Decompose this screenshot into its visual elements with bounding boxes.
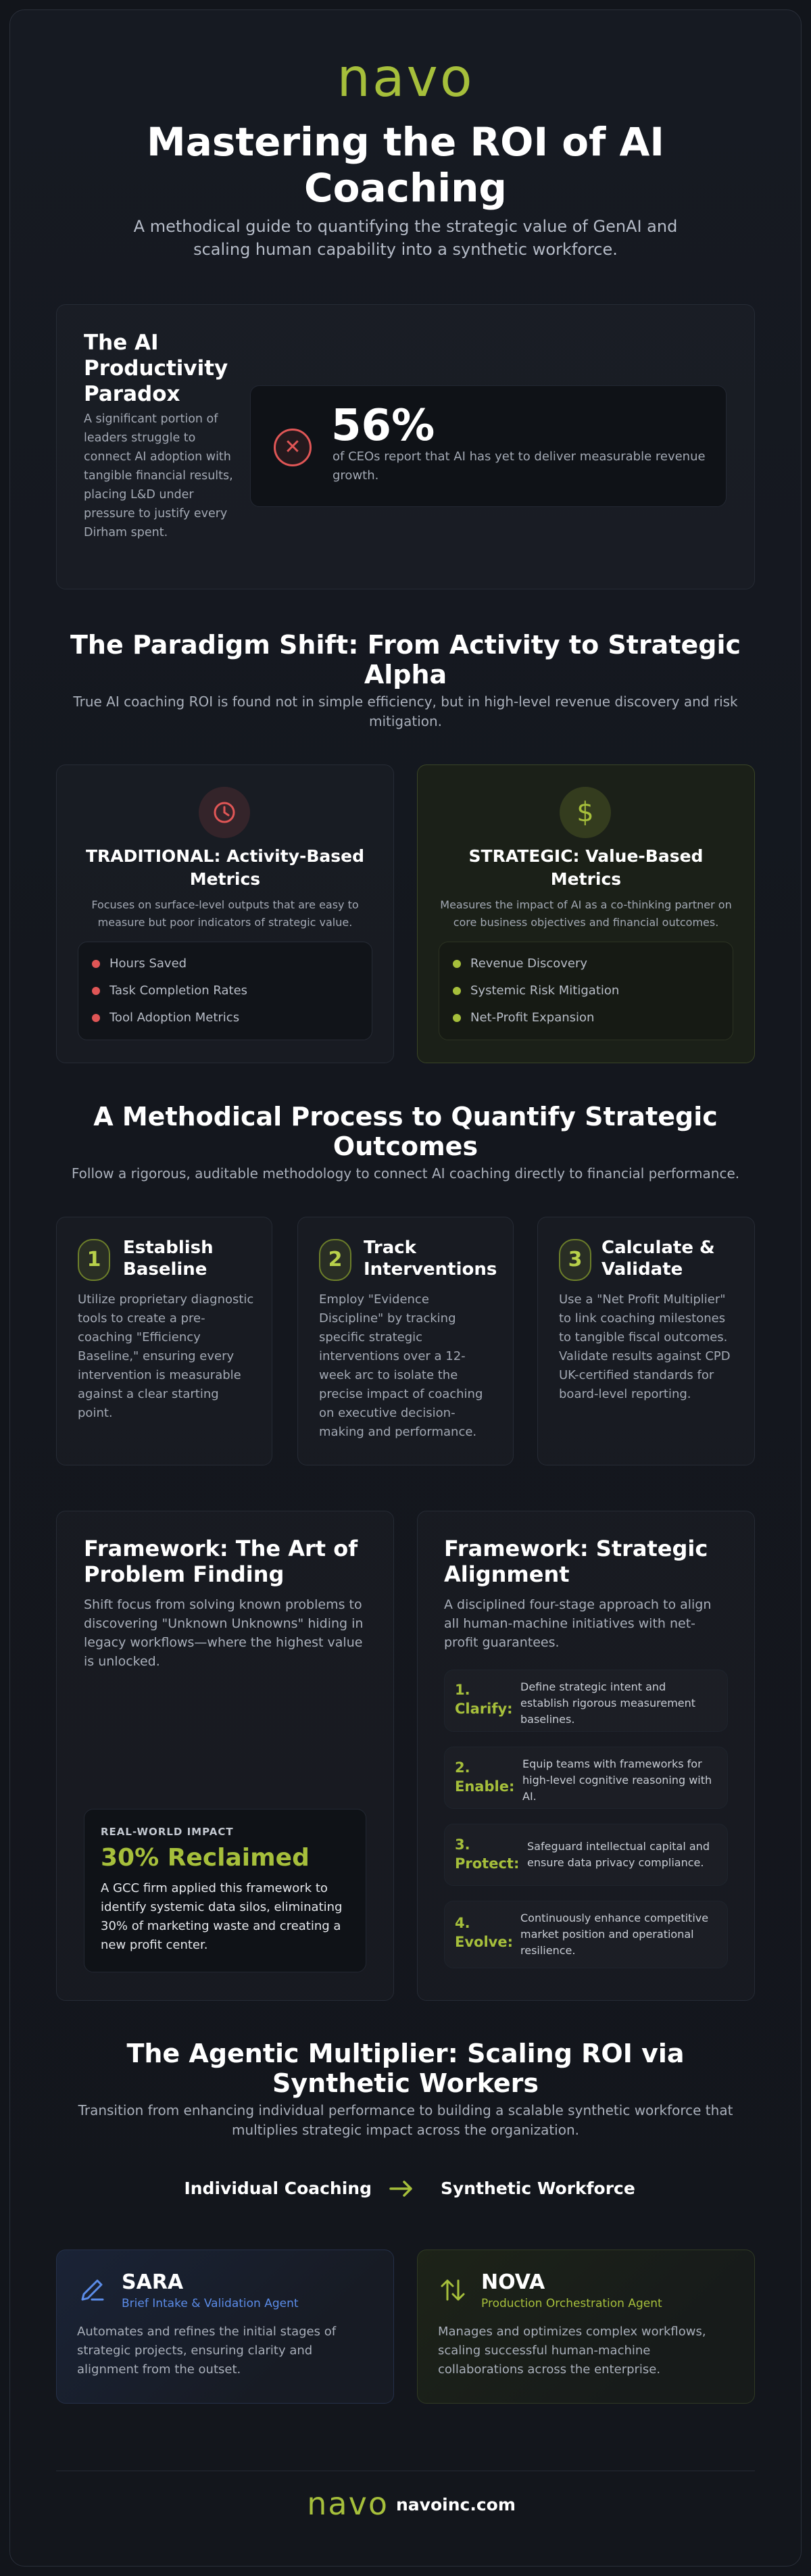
agent-name: NOVA	[481, 2270, 545, 2294]
stage-text: Equip teams with frameworks for high-level cognitive reasoning with AI.	[522, 1757, 712, 1803]
swap-arrows-icon	[438, 2275, 468, 2305]
paradox-title: The AI Productivity Paradox	[84, 331, 228, 406]
arrow-right-icon	[388, 2178, 415, 2200]
list-item: Tool Adoption Metrics	[78, 1004, 372, 1031]
strategic-text: Measures the impact of AI as a co-thinking partner on core business objectives and financial outcomes.	[440, 898, 732, 929]
page-subtitle: A methodical guide to quantifying the strategic value of GenAI and scaling human capability into a synthetic workforce.	[133, 217, 678, 259]
agentic-title: The Agentic Multiplier: Scaling ROI via Synthetic Workers	[126, 2039, 685, 2098]
process-title: A Methodical Process to Quantify Strategic Outcomes	[93, 1102, 718, 1161]
stage-label: Enable:	[455, 1778, 515, 1795]
impact-value: 30% Reclaimed	[101, 1844, 310, 1872]
list-item: Task Completion Rates	[78, 977, 372, 1004]
step-text: Utilize proprietary diagnostic tools to create a pre-coaching "Efficiency Baseline," ensuring every intervention is measurable against a clear starting point.	[78, 1292, 254, 1420]
shift-subtitle: True AI coaching ROI is found not in simple efficiency, but in high-level revenue discovery and risk mitigation.	[73, 694, 738, 729]
stage-number: 1.	[455, 1682, 470, 1698]
stage-text: Continuously enhance competitive market position and operational resilience.	[520, 1912, 709, 1957]
agent-name: SARA	[122, 2270, 184, 2294]
bullet-dot	[92, 987, 100, 995]
clock-icon	[199, 787, 250, 838]
flow-to: Synthetic Workforce	[441, 2179, 635, 2198]
stage-label: Evolve:	[455, 1934, 513, 1950]
traditional-title: TRADITIONAL: Activity-Based Metrics	[85, 846, 365, 889]
stat-value: 56%	[331, 401, 435, 451]
paradox-text: A significant portion of leaders struggle to connect AI adoption with tangible financial results, placing L&D under pressure to justify every Dirham spent.	[84, 412, 233, 539]
stage-label: Protect:	[455, 1855, 520, 1872]
bullet-dot	[92, 1014, 100, 1022]
stage-text: Safeguard intellectual capital and ensure data privacy compliance.	[527, 1840, 710, 1869]
step-number: 3	[559, 1239, 591, 1281]
dollar-icon: $	[560, 787, 611, 838]
shift-title: The Paradigm Shift: From Activity to Strategic Alpha	[70, 630, 741, 689]
bullet-dot	[453, 960, 461, 968]
list-item: Hours Saved	[78, 950, 372, 977]
bullet-dot	[453, 987, 461, 995]
list-item: Systemic Risk Mitigation	[439, 977, 733, 1004]
agent-text: Manages and optimizes complex workflows, scaling successful human-machine collaborations across the enterprise.	[438, 2325, 706, 2377]
pencil-icon	[77, 2275, 107, 2305]
stage-number: 2.	[455, 1759, 470, 1776]
stage-number: 3.	[455, 1837, 470, 1853]
problem-finding-text: Shift focus from solving known problems to discovering "Unknown Unknowns" hiding in legacy workflows—where the highest value is unlocked.	[84, 1597, 364, 1669]
alignment-text: A disciplined four-stage approach to align all human-machine initiatives with net-profit guarantees.	[444, 1597, 712, 1650]
agent-role: Brief Intake & Validation Agent	[122, 2297, 299, 2310]
step-number: 1	[78, 1239, 110, 1281]
step-title: Establish Baseline	[123, 1238, 214, 1280]
page-title: Mastering the ROI of AI Coaching	[147, 119, 664, 211]
footer-site[interactable]: navoinc.com	[396, 2495, 516, 2514]
traditional-list	[78, 942, 372, 1040]
step-title: Calculate & Validate	[601, 1238, 715, 1280]
flow-from: Individual Coaching	[184, 2179, 372, 2198]
step-text: Use a "Net Profit Multiplier" to link coaching milestones to tangible fiscal outcomes. Validate results against CPD UK-certified standards for board-level reporting.	[559, 1292, 731, 1401]
strategic-title: STRATEGIC: Value-Based Metrics	[468, 846, 704, 889]
stage-text: Define strategic intent and establish rigorous measurement baselines.	[520, 1680, 696, 1726]
step-text: Employ "Evidence Discipline" by tracking specific strategic interventions over a 12-week arc to isolate the precise impact of coaching on executive decision-making and performance.	[319, 1292, 483, 1439]
x-circle-icon: ✕	[274, 429, 312, 466]
stat-card	[250, 385, 727, 507]
stat-text: of CEOs report that AI has yet to deliver measurable revenue growth.	[333, 449, 706, 483]
bullet-dot	[92, 960, 100, 968]
brand-logo: navo	[337, 48, 474, 109]
agent-role: Production Orchestration Agent	[481, 2297, 662, 2310]
problem-finding-title: Framework: The Art of Problem Finding	[84, 1536, 358, 1587]
impact-text: A GCC firm applied this framework to identify systemic data silos, eliminating 30% of marketing waste and creating a new profit center.	[101, 1881, 343, 1952]
process-subtitle: Follow a rigorous, auditable methodology to connect AI coaching directly to financial performance.	[71, 1165, 740, 1182]
impact-label: REAL-WORLD IMPACT	[101, 1826, 234, 1838]
strategic-list	[439, 942, 733, 1040]
list-item: Revenue Discovery	[439, 950, 733, 977]
list-item: Net-Profit Expansion	[439, 1004, 733, 1031]
traditional-text: Focuses on surface-level outputs that are easy to measure but poor indicators of strategic value.	[91, 898, 359, 929]
agent-text: Automates and refines the initial stages of strategic projects, ensuring clarity and alignment from the outset.	[77, 2325, 337, 2377]
bullet-dot	[453, 1014, 461, 1022]
step-number: 2	[319, 1239, 351, 1281]
step-title: Track Interventions	[364, 1238, 497, 1280]
agentic-subtitle: Transition from enhancing individual performance to building a scalable synthetic workforce that multiplies strategic impact across the organization.	[78, 2102, 733, 2138]
stage-label: Clarify:	[455, 1701, 513, 1717]
stage-number: 4.	[455, 1915, 470, 1931]
alignment-title: Framework: Strategic Alignment	[444, 1536, 708, 1587]
footer-logo: navo	[307, 2485, 389, 2522]
